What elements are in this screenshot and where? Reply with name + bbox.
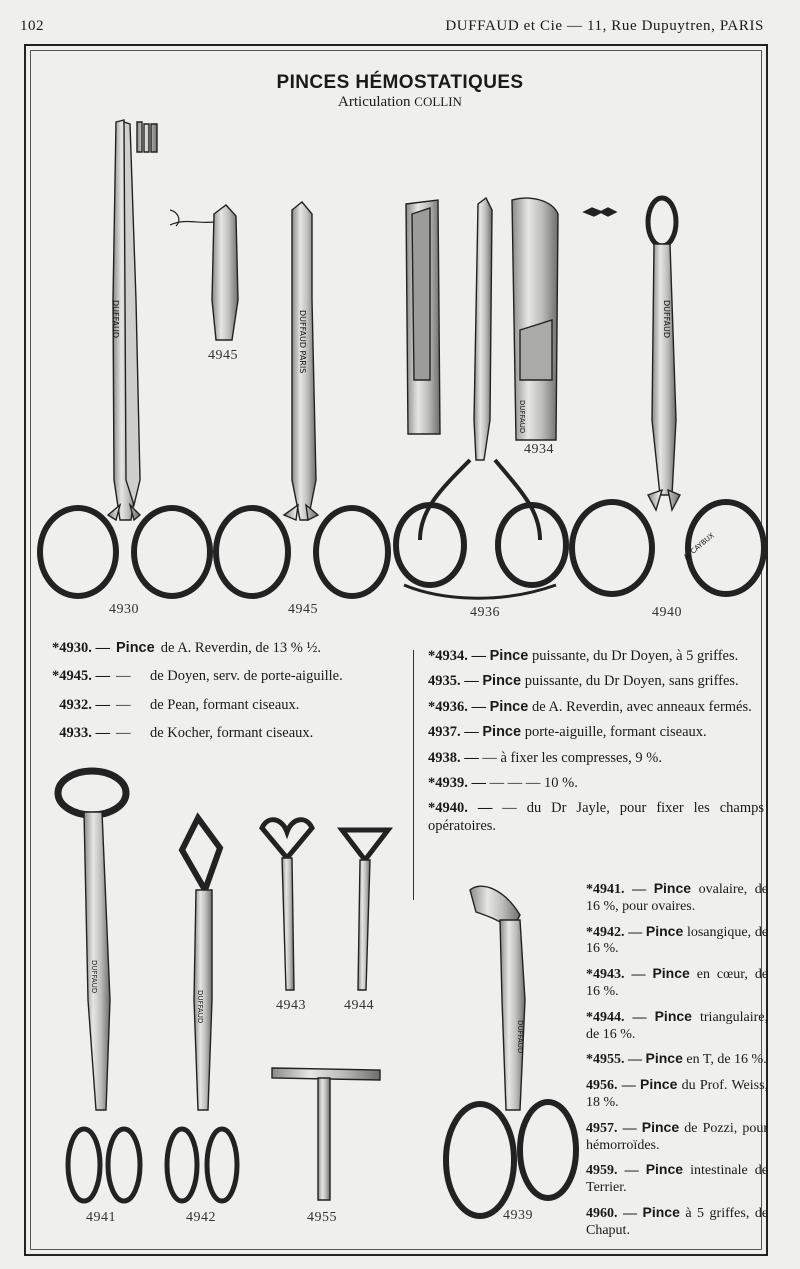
forceps-4945-detail-illustration [170, 205, 238, 340]
subtitle-prefix: Articulation [338, 94, 411, 110]
entry-text: de Pean, formant ciseaux. [150, 696, 300, 713]
entry-text: à 5 griffes, de Chaput. [586, 1205, 769, 1238]
entry-code: *4944. — [586, 1009, 647, 1025]
engraving-duffaud-e: DUFFAUD [90, 960, 98, 994]
entry-code: 4960. — [586, 1205, 637, 1221]
figure-label-4945: 4945 [288, 602, 318, 617]
catalog-entry [52, 725, 402, 742]
catalog-list-right [428, 648, 764, 843]
figure-label-4944: 4944 [344, 998, 374, 1013]
figure-label-4942: 4942 [186, 1210, 216, 1225]
entry-dash: — [116, 725, 131, 742]
entry-text: de A. Reverdin, avec anneaux fermés. [531, 698, 752, 715]
entry-name: Pince [653, 880, 692, 896]
entry-text: du Prof. Weiss, 18 %. [586, 1078, 769, 1110]
catalog-entry [586, 1008, 768, 1044]
forceps-4930-illustration [40, 120, 210, 596]
entry-code: *4934. — [428, 648, 486, 664]
catalog-entry [586, 880, 768, 916]
figure-label-4930: 4930 [109, 602, 139, 617]
figure-label-4955: 4955 [307, 1210, 337, 1225]
engraving-duffaud-b: DUFFAUD PARIS [298, 310, 307, 374]
catalog-entry [586, 1161, 768, 1197]
entry-dash: — [116, 668, 131, 685]
catalog-entry [428, 673, 764, 690]
entry-code: 4932. — [59, 696, 110, 713]
forceps-4943-illustration [262, 820, 312, 990]
catalog-entry [428, 724, 764, 741]
entry-name: Pince [654, 1007, 692, 1024]
entry-name: Pince [489, 648, 529, 664]
entry-name: Pince [116, 640, 155, 656]
catalog-entry [52, 640, 402, 657]
forceps-4945-illustration [216, 202, 388, 596]
catalog-list-left [52, 640, 402, 754]
forceps-4936-illustration [396, 198, 566, 598]
page-title: PINCES HÉMOSTATIQUES [276, 72, 524, 93]
column-divider [413, 650, 414, 900]
entry-code: *4955. — [586, 1052, 642, 1068]
entry-code: *4943. — [586, 967, 646, 983]
figure-label-4941: 4941 [86, 1210, 116, 1225]
entry-text: losangique, de 16 %. [586, 924, 769, 957]
engraving-duffaud-d: DUFFAUD [662, 300, 671, 338]
entry-code: 4937. — [428, 724, 479, 741]
catalog-entry [428, 699, 764, 716]
entry-code: 4956. — [586, 1078, 636, 1094]
entry-name: Pince [642, 1203, 680, 1220]
catalog-entry [586, 923, 768, 959]
entry-code: *4945. — [52, 668, 110, 685]
entry-code: 4933. — [59, 725, 110, 742]
entry-text: intestinale de Terrier. [586, 1163, 768, 1196]
entry-text: de Doyen, serv. de porte-aiguille. [150, 668, 343, 685]
entry-name: Pince [482, 673, 522, 690]
entry-code: 4959. — [586, 1163, 639, 1179]
entry-code: 4935. — [428, 673, 479, 690]
catalog-entry [428, 800, 764, 835]
catalog-entry [428, 775, 764, 792]
engraving-duffaud-f: DUFFAUD [196, 990, 204, 1024]
engraving-artist: A. CAYBUX [682, 531, 716, 562]
entry-dash: — [116, 696, 131, 713]
entry-text: en T, de 16 %. [686, 1052, 767, 1068]
forceps-4941-illustration [58, 771, 140, 1201]
subtitle-name: COLLIN [414, 94, 462, 109]
entry-text: en cœur, de 16 %. [586, 967, 769, 999]
entry-code: *4942. — [586, 924, 643, 940]
entry-text: de A. Reverdin, de 13 % ½. [160, 640, 321, 656]
entry-code: *4930. — [52, 640, 110, 656]
forceps-4942-illustration [167, 818, 237, 1201]
entry-code: *4936. — [428, 698, 486, 715]
entry-text: puissante, du Dr Doyen, sans griffes. [524, 673, 739, 690]
entry-name: Pince [489, 698, 529, 715]
engraving-duffaud-c: DUFFAUD [518, 400, 526, 434]
catalog-entry [428, 750, 764, 767]
figure-label-4936: 4936 [470, 605, 500, 620]
entry-text: de Kocher, formant ciseaux. [150, 725, 314, 742]
catalog-entry [428, 648, 764, 665]
figure-label-4943: 4943 [276, 998, 306, 1013]
catalog-entry [586, 965, 768, 1001]
entry-name: Pince [645, 922, 684, 939]
engraving-duffaud-a: DUFFAUD [111, 300, 120, 338]
catalog-entry [52, 668, 402, 685]
figure-label-4934: 4934 [524, 442, 554, 457]
catalog-entry [586, 1076, 768, 1112]
entry-name: Pince [645, 1050, 683, 1067]
forceps-4940-illustration [572, 198, 764, 594]
catalog-entry [586, 1050, 768, 1069]
entry-code: *4940. — [428, 800, 493, 817]
entry-text: — à fixer les compresses, 9 %. [482, 749, 662, 766]
entry-name: Pince [645, 1161, 684, 1178]
entry-text: porte-aiguille, formant ciseaux. [524, 724, 707, 741]
entry-name: Pince [652, 965, 690, 982]
figure-label-4939: 4939 [503, 1208, 533, 1223]
figure-label-4945-detail: 4945 [208, 348, 238, 363]
entry-text: de Pozzi, pour hémorroïdes. [586, 1120, 769, 1153]
catalog-entry [52, 697, 402, 714]
figure-label-4940: 4940 [652, 605, 682, 620]
entry-code: 4938. — [428, 749, 479, 766]
catalog-list-right-narrow [586, 880, 768, 1247]
forceps-4955-illustration [272, 1068, 380, 1200]
entry-code: *4941. — [586, 882, 647, 897]
publisher-line: DUFFAUD et Cie — 11, Rue Dupuytren, PARIS [445, 18, 764, 34]
catalog-entry [586, 1204, 768, 1240]
page-number: 102 [20, 18, 44, 34]
entry-text: — du Dr Jayle, pour fixer les champs opératoires. [428, 800, 764, 834]
forceps-4944-illustration [342, 830, 388, 990]
engraving-duffaud-g: DUFFAUD [516, 1020, 524, 1054]
forceps-4939-illustration [446, 886, 576, 1216]
entry-code: 4957. — [586, 1120, 637, 1136]
entry-text: triangulaire, de 16 %. [586, 1009, 769, 1042]
entry-name: Pince [640, 1076, 678, 1093]
entry-name: Pince [641, 1118, 680, 1135]
entry-text: ovalaire, de 16 %, pour ovaires. [586, 882, 769, 914]
entry-text: — — — 10 %. [489, 774, 578, 791]
entry-name: Pince [482, 724, 522, 741]
entry-text: puissante, du Dr Doyen, à 5 griffes. [531, 648, 739, 664]
catalog-entry [586, 1119, 768, 1155]
entry-code: *4939. — [428, 774, 486, 791]
